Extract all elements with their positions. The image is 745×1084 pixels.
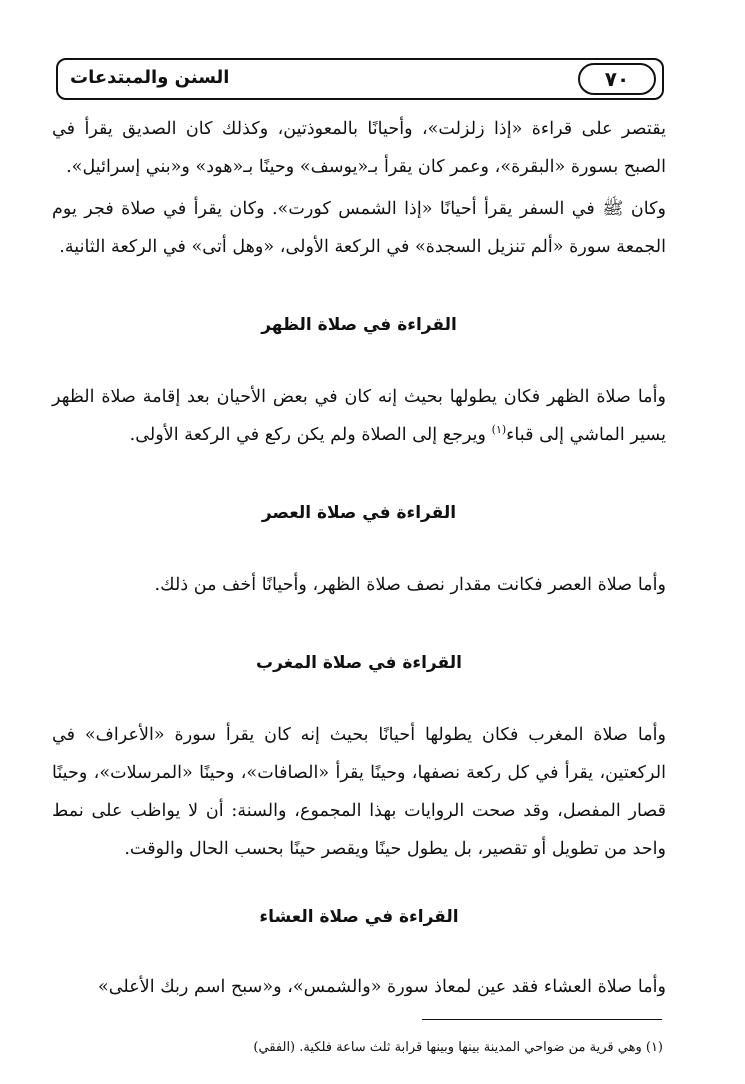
paragraph-zuhr-part2: ويرجع إلى الصلاة ولم يكن ركع في الركعة الأولى. — [129, 425, 492, 445]
footnote-divider — [422, 1019, 662, 1020]
heading-asr: القراءة في صلاة العصر — [261, 503, 457, 523]
paragraph-2: وكان ﷺ في السفر يقرأ أحيانًا «إذا الشمس كورت». وكان يقرأ في صلاة فجر يوم الجمعة سورة «ألم تنزيل السجدة» في الركعة الأولى، «وهل أتى» في الركعة الثانية. — [52, 199, 666, 257]
page-body — [52, 110, 666, 1006]
footnote-reference: (١) — [491, 423, 507, 437]
footnote: (١) وهي قرية من ضواحي المدينة بينها وبينها قرابة ثلث ساعة فلكية. (الفقي) — [253, 1040, 663, 1055]
heading-zuhr: القراءة في صلاة الظهر — [261, 315, 457, 335]
paragraph-1: يقتصر على قراءة «إذا زلزلت»، وأحيانًا بالمعوذتين، وكذلك كان الصديق يقرأ في الصبح بسورة «البقرة»، وعمر كان يقرأ بـ«يوسف» وحينًا بـ«هود» و«بني إسرائيل». — [52, 119, 666, 177]
paragraph-maghrib: وأما صلاة المغرب فكان يطولها أحيانًا بحيث إنه كان يقرأ سورة «الأعراف» في الركعتين، يقرأ في كل ركعة نصفها، وحينًا يقرأ «الصافات»، وحينًا «المرسلات»، وحينًا قصار المفصل، وقد صحت الروايات بهذا المجموع، والسنة: أن لا يواظب على نمط واحد من تطويل أو تقصير، بل يطول حينًا ويقصر حينًا بحسب الحال والوقت. — [52, 725, 666, 859]
heading-isha: القراءة في صلاة العشاء — [259, 907, 459, 927]
paragraph-zuhr — [52, 378, 666, 454]
heading-maghrib: القراءة في صلاة المغرب — [256, 653, 462, 673]
paragraph-asr: وأما صلاة العصر فكانت مقدار نصف صلاة الظهر، وأحيانًا أخف من ذلك. — [154, 575, 666, 595]
paragraph-zuhr-part1: وأما صلاة الظهر فكان يطولها بحيث إنه كان في بعض الأحيان بعد إقامة صلاة الظهر يسير الماشي إلى قباء — [52, 387, 666, 445]
paragraph-isha: وأما صلاة العشاء فقد عين لمعاذ سورة «والشمس»، و«سبح اسم ربك الأعلى» — [97, 977, 666, 997]
running-title: السنن والمبتدعات — [70, 67, 230, 88]
page-header — [56, 58, 664, 100]
page-number: ٧٠ — [578, 63, 656, 95]
